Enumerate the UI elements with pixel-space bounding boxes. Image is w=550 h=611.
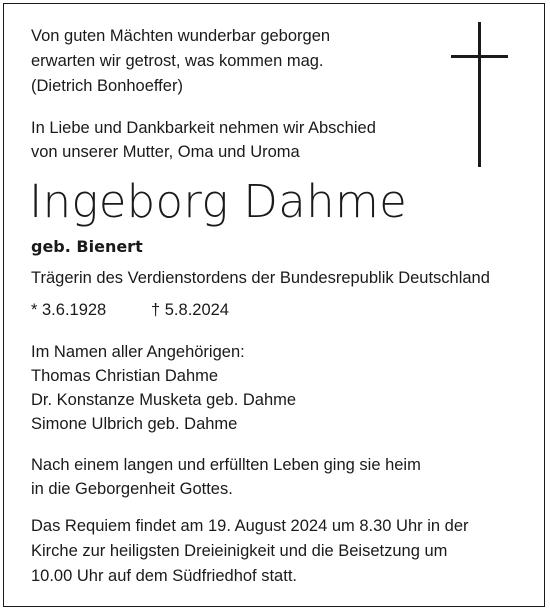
service-line-2: Kirche zur heiligsten Dreieinigkeit und die Beisetzung um [31, 542, 448, 560]
deceased-name: Ingeborg Dahme [29, 175, 408, 228]
closing-line-2: in die Geborgenheit Gottes. [31, 480, 233, 498]
cross-horizontal-bar [451, 55, 508, 58]
service-line-1: Das Requiem findet am 19. August 2024 um 8.30 Uhr in der [31, 517, 469, 535]
mourners-heading: Im Namen aller Angehörigen: [31, 343, 245, 361]
motto-line-1: Von guten Mächten wunderbar geborgen [31, 27, 331, 45]
life-dates [31, 300, 331, 321]
motto-author: (Dietrich Bonhoeffer) [31, 77, 183, 95]
mourner-name: Simone Ulbrich geb. Dahme [31, 415, 238, 433]
mourner-name: Thomas Christian Dahme [31, 367, 219, 385]
honor-line: Trägerin des Verdienstordens der Bundesrepublik Deutschland [31, 269, 490, 287]
service-line-3: 10.00 Uhr auf dem Südfriedhof statt. [31, 567, 297, 585]
birth-date: * 3.6.1928 [31, 301, 107, 319]
cross-vertical-bar [478, 22, 481, 167]
mourner-name: Dr. Konstanze Musketa geb. Dahme [31, 391, 297, 409]
intro-line-2: von unserer Mutter, Oma und Uroma [31, 143, 300, 161]
maiden-name: geb. Bienert [31, 237, 143, 256]
closing-line-1: Nach einem langen und erfüllten Leben ging sie heim [31, 456, 421, 474]
intro-line-1: In Liebe und Dankbarkeit nehmen wir Abschied [31, 119, 376, 137]
motto-line-2: erwarten wir getrost, was kommen mag. [31, 52, 324, 70]
death-date: † 5.8.2024 [151, 301, 229, 319]
